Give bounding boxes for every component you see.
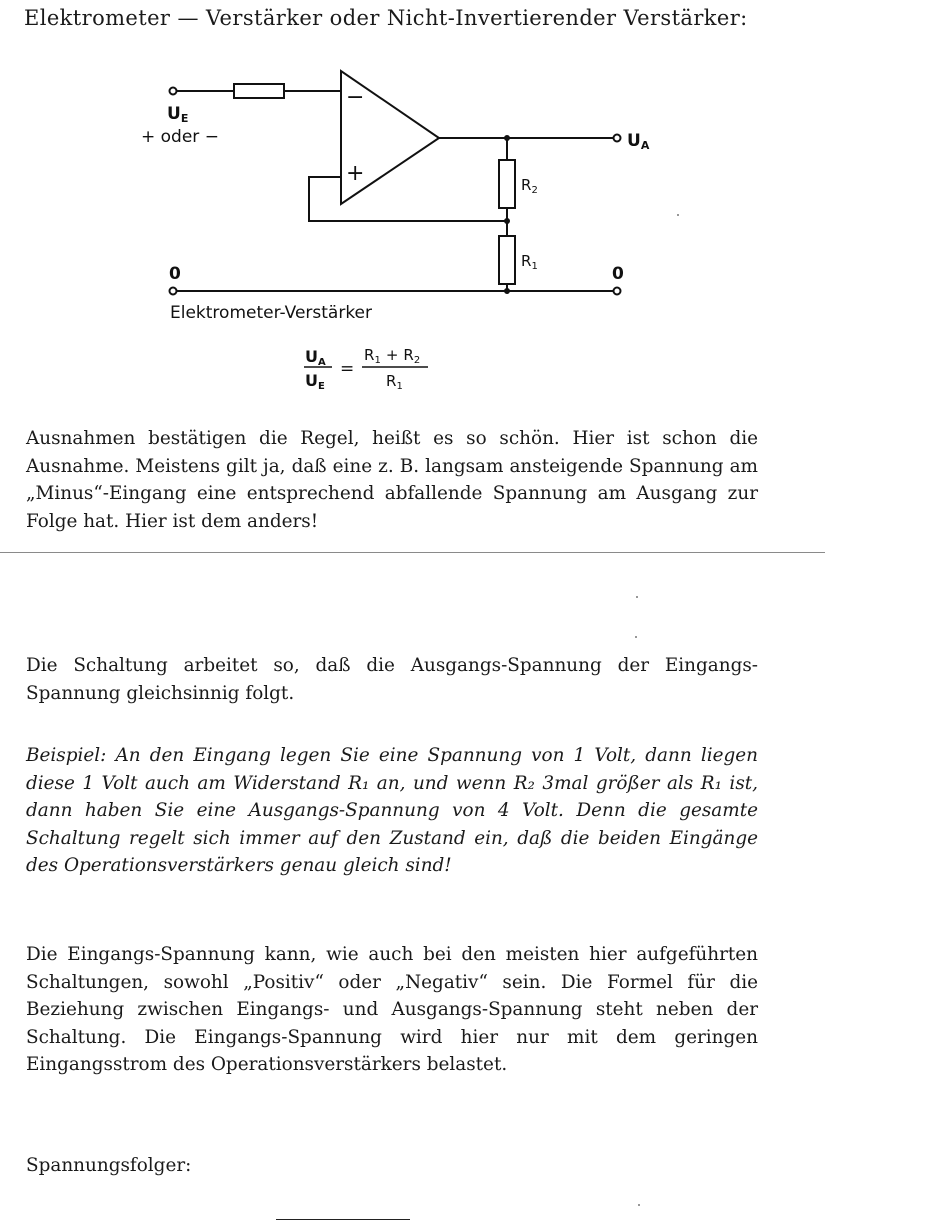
junction-output bbox=[504, 135, 510, 141]
page-heading: Elektrometer — Verstärker oder Nicht-Invertierender Verstärker: bbox=[24, 6, 748, 30]
scan-speck bbox=[677, 214, 679, 216]
ground-terminal-right bbox=[614, 288, 621, 295]
formula-rhs-numerator: $R_1 + R_2$ bbox=[364, 346, 421, 366]
paragraph-circuit-behaviour: Die Schaltung arbeitet so, daß die Ausgangs-Spannung der Eingangs-Spannung gleichsinnig folgt. bbox=[26, 655, 758, 704]
input-resistor bbox=[234, 84, 284, 98]
resistor-r1 bbox=[499, 236, 515, 284]
scan-speck bbox=[636, 596, 638, 598]
gain-formula bbox=[304, 346, 428, 392]
scan-speck bbox=[635, 636, 637, 638]
ground-label-left: 0 bbox=[169, 264, 181, 284]
formula-rhs-denominator: $R_1$ bbox=[386, 372, 403, 392]
ground-terminal-left bbox=[170, 288, 177, 295]
feedback-wire bbox=[309, 177, 507, 221]
heading-spannungsfolger: Spannungsfolger: bbox=[26, 1155, 192, 1176]
opamp-minus-sign: − bbox=[346, 85, 365, 110]
r1-label: $R_1$ bbox=[521, 252, 538, 272]
formula-lhs-denominator: UE bbox=[305, 371, 325, 392]
output-voltage-label: UA bbox=[627, 131, 650, 152]
scan-speck bbox=[638, 1204, 640, 1206]
elektrometer-circuit-diagram bbox=[0, 0, 942, 400]
paragraph-example: Beispiel: An den Eingang legen Sie eine Spannung von 1 Volt, dann liegen diese 1 Volt auch am Widerstand R₁ an, und wenn R₂ 3mal größer als R₁ ist, dann haben Sie eine Ausgangs-Spannung von 4 Volt. Denn die gesamte Schaltung regelt sich immer auf den Zustand ein, daß die beiden Eingänge des Operationsverstärkers genau gleich sind! bbox=[26, 745, 758, 876]
paragraph-input-voltage: Die Eingangs-Spannung kann, wie auch bei den meisten hier aufgeführten Schaltungen, sowohl „Positiv“ oder „Negativ“ sein. Die Formel für die Beziehung zwischen Eingangs- und Ausgangs-Spannung steht neben der Schaltung. Die Eingangs-Spannung wird hier nur mit dem geringen Eingangsstrom des Operationsverstärkers belastet. bbox=[26, 944, 758, 1075]
page-divider bbox=[0, 552, 825, 553]
output-terminal bbox=[614, 135, 621, 142]
ground-label-right: 0 bbox=[612, 264, 624, 284]
junction-divider bbox=[504, 218, 510, 224]
r2-label: $R_2$ bbox=[521, 176, 538, 196]
formula-lhs-numerator: UA bbox=[305, 347, 326, 368]
resistor-r2 bbox=[499, 160, 515, 208]
input-terminal bbox=[170, 88, 177, 95]
input-polarity-label: + oder − bbox=[141, 127, 219, 147]
junction-ground bbox=[504, 288, 510, 294]
next-circuit-fragment bbox=[276, 1219, 410, 1220]
circuit-caption: Elektrometer-Verstärker bbox=[170, 303, 373, 323]
formula-equals: = bbox=[340, 359, 355, 379]
input-voltage-label: UE bbox=[167, 104, 189, 125]
paragraph-exception: Ausnahmen bestätigen die Regel, heißt es so schön. Hier ist schon die Ausnahme. Meistens gilt ja, daß eine z. B. langsam ansteigende Spannung am „Minus“-Eingang eine entsprechend abfallende Spannung am Ausgang zur Folge hat. Hier ist dem anders! bbox=[26, 428, 758, 532]
opamp-plus-sign: + bbox=[346, 161, 365, 186]
